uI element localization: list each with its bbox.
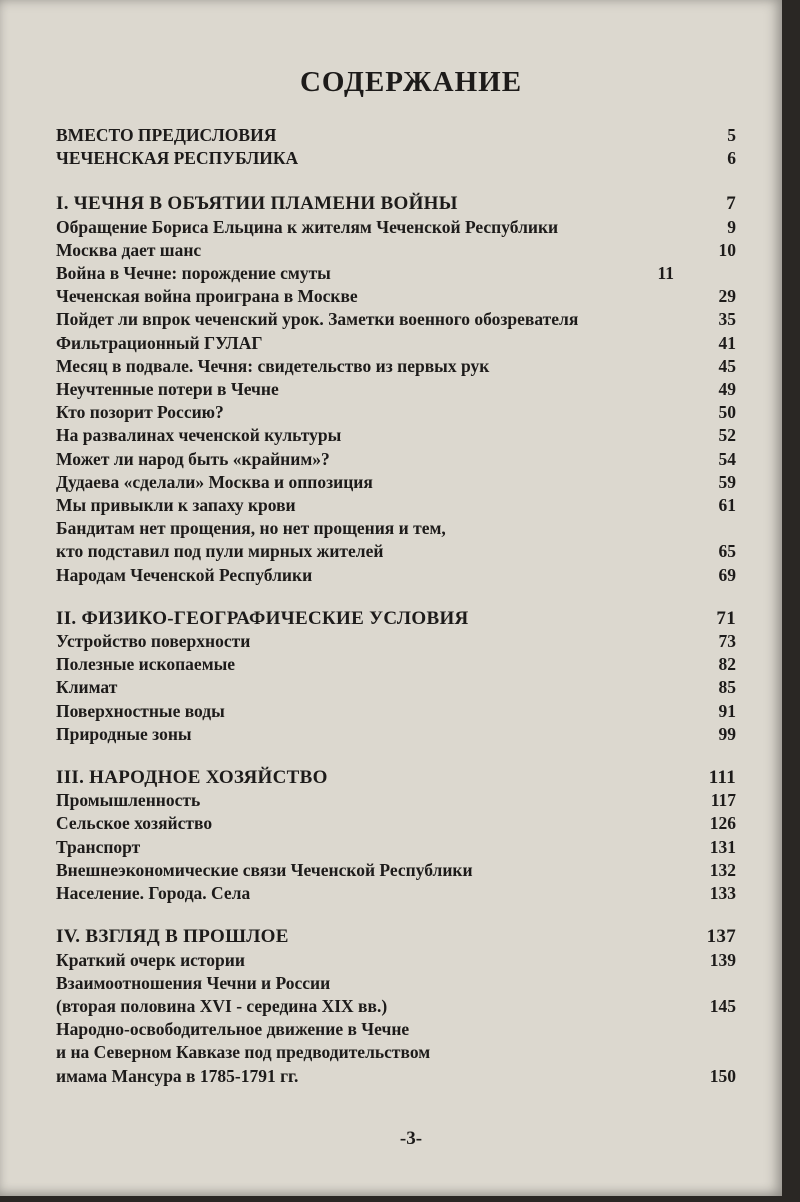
toc-page-number: 59 — [718, 471, 736, 492]
toc-entry-title: Народно-освободительное движение в Чечне — [56, 1019, 410, 1040]
page-number-footer: -3- — [399, 1128, 423, 1149]
toc-entry-title: имама Мансура в 1785-1791 гг. — [56, 1065, 299, 1086]
section-heading — [56, 607, 736, 630]
toc-entry-title: Обращение Бориса Ельцина к жителям Чеченской Республики — [56, 216, 559, 237]
toc-entry — [56, 1041, 736, 1064]
page-title: СОДЕРЖАНИЕ — [299, 66, 523, 98]
toc-entry-title: Поверхностные воды — [56, 700, 225, 721]
toc-page-number: 61 — [718, 495, 736, 516]
toc-page-number: 6 — [727, 148, 736, 169]
section-heading — [56, 925, 736, 948]
toc-page-number: 54 — [718, 448, 736, 469]
toc-page-number: 49 — [718, 379, 736, 400]
toc-entry-title: Месяц в подвале. Чечня: свидетельство из первых рук — [56, 355, 490, 376]
toc-entry — [56, 494, 736, 517]
toc-entry-title: Бандитам нет прощения, но нет прощения и тем, — [56, 518, 446, 539]
toc-entry — [56, 836, 736, 859]
toc-entry — [56, 285, 736, 308]
toc-page-number: 11 — [657, 263, 674, 284]
toc-entry-title: (вторая половина XVI - середина XIX вв.) — [56, 995, 388, 1016]
toc-entry-title: Устройство поверхности — [56, 631, 251, 652]
toc-page-number: 139 — [709, 949, 736, 970]
toc-page-number: 137 — [706, 926, 736, 948]
toc-entry — [56, 147, 736, 170]
toc-entry — [56, 789, 736, 812]
toc-page-number: 99 — [718, 723, 736, 744]
toc-entry — [56, 332, 736, 355]
toc-entry — [56, 882, 736, 905]
toc-entry — [56, 653, 736, 676]
toc-entry — [56, 700, 736, 723]
toc-entry-title: Может ли народ быть «крайним»? — [56, 448, 330, 469]
toc-entry-title: Неучтенные потери в Чечне — [56, 379, 279, 400]
toc-entry-title: На развалинах чеченской культуры — [56, 425, 342, 446]
toc-page-number: 65 — [718, 541, 736, 562]
toc-entry — [56, 517, 736, 540]
toc-entry — [56, 448, 736, 471]
toc-entry — [56, 676, 736, 699]
toc-entry — [56, 723, 736, 746]
toc-entry-title: Кто позорит Россию? — [56, 402, 224, 423]
toc-entry-title: Краткий очерк истории — [56, 949, 245, 970]
toc-entry-title: Пойдет ли впрок чеченский урок. Заметки военного обозревателя — [56, 309, 579, 330]
toc-entry — [56, 564, 736, 587]
toc-page-number: 41 — [718, 332, 736, 353]
toc-entry — [56, 378, 736, 401]
section-heading — [56, 192, 736, 215]
toc-entry — [56, 239, 736, 262]
toc-page-number: 132 — [709, 859, 736, 880]
toc-page-number: 29 — [718, 286, 736, 307]
toc-entry — [56, 859, 736, 882]
toc-entry — [56, 1065, 736, 1088]
toc-page-number: 126 — [709, 813, 736, 834]
toc-entry — [56, 262, 736, 285]
toc-entry-title: Полезные ископаемые — [56, 654, 236, 675]
toc-entry-title: Промышленность — [56, 790, 201, 811]
toc-entry-title: Дудаева «сделали» Москва и оппозиция — [56, 471, 373, 492]
toc-entry-title: Климат — [56, 677, 118, 698]
toc-page-number: 35 — [718, 309, 736, 330]
toc-entry-title: Москва дает шанс — [56, 239, 202, 260]
toc-page-number: 5 — [727, 125, 736, 145]
toc-page-number: 10 — [718, 239, 736, 260]
toc-page-number: 85 — [718, 677, 736, 698]
section-heading-title: III. НАРОДНОЕ ХОЗЯЙСТВО — [56, 767, 328, 789]
table-of-contents — [56, 124, 736, 1088]
toc-entry-title: Мы привыкли к запаху крови — [56, 495, 296, 516]
toc-entry — [56, 630, 736, 653]
toc-page-number: 71 — [716, 607, 736, 629]
toc-page-number: 111 — [708, 767, 736, 789]
toc-entry-title: ВМЕСТО ПРЕДИСЛОВИЯ — [56, 125, 277, 145]
toc-entry-title: Война в Чечне: порождение смуты — [56, 263, 331, 284]
toc-entry-title: Народам Чеченской Республики — [56, 564, 313, 585]
toc-page-number: 131 — [709, 836, 736, 857]
toc-entry — [56, 355, 736, 378]
toc-page-number: 52 — [718, 425, 736, 446]
toc-page-number: 91 — [718, 700, 736, 721]
toc-page-number: 133 — [709, 883, 736, 904]
toc-page-number: 7 — [726, 193, 736, 215]
toc-entry-title: Сельское хозяйство — [56, 813, 213, 834]
toc-page-number: 82 — [718, 654, 736, 675]
toc-entry-title: Чеченская война проиграна в Москве — [56, 286, 358, 307]
toc-entry — [56, 972, 736, 995]
toc-entry-title: Транспорт — [56, 836, 141, 857]
toc-entry — [56, 540, 736, 563]
toc-entry-title: Природные зоны — [56, 723, 192, 744]
toc-entry — [56, 124, 736, 147]
toc-page-number: 69 — [718, 564, 736, 585]
toc-entry — [56, 216, 736, 239]
toc-entry-title: Фильтрационный ГУЛАГ — [56, 332, 263, 353]
toc-entry-title: и на Северном Кавказе под предводительством — [56, 1042, 431, 1063]
toc-entry — [56, 401, 736, 424]
toc-page-number: 50 — [718, 402, 736, 423]
toc-entry — [56, 424, 736, 447]
toc-page-number: 45 — [718, 355, 736, 376]
toc-entry — [56, 308, 736, 331]
toc-entry-title: Взаимоотношения Чечни и России — [56, 972, 331, 993]
toc-entry-title: кто подставил под пули мирных жителей — [56, 541, 384, 562]
toc-entry — [56, 949, 736, 972]
toc-entry — [56, 471, 736, 494]
toc-entry — [56, 812, 736, 835]
toc-entry-title: Население. Города. Села — [56, 883, 251, 904]
toc-page-number: 117 — [710, 790, 736, 811]
toc-entry-title: Внешнеэкономические связи Чеченской Республики — [56, 859, 473, 880]
toc-page-number: 73 — [718, 631, 736, 652]
toc-page-number: 150 — [709, 1065, 736, 1086]
toc-page-number: 9 — [727, 216, 736, 237]
toc-entry — [56, 995, 736, 1018]
toc-entry — [56, 1018, 736, 1041]
toc-page-number: 145 — [709, 995, 736, 1016]
section-heading-title: I. ЧЕЧНЯ В ОБЪЯТИИ ПЛАМЕНИ ВОЙНЫ — [56, 193, 458, 215]
section-heading — [56, 766, 736, 789]
section-heading-title: IV. ВЗГЛЯД В ПРОШЛОЕ — [56, 926, 289, 948]
section-heading-title: II. ФИЗИКО-ГЕОГРАФИЧЕСКИЕ УСЛОВИЯ — [56, 607, 469, 629]
toc-entry-title: ЧЕЧЕНСКАЯ РЕСПУБЛИКА — [56, 148, 299, 169]
